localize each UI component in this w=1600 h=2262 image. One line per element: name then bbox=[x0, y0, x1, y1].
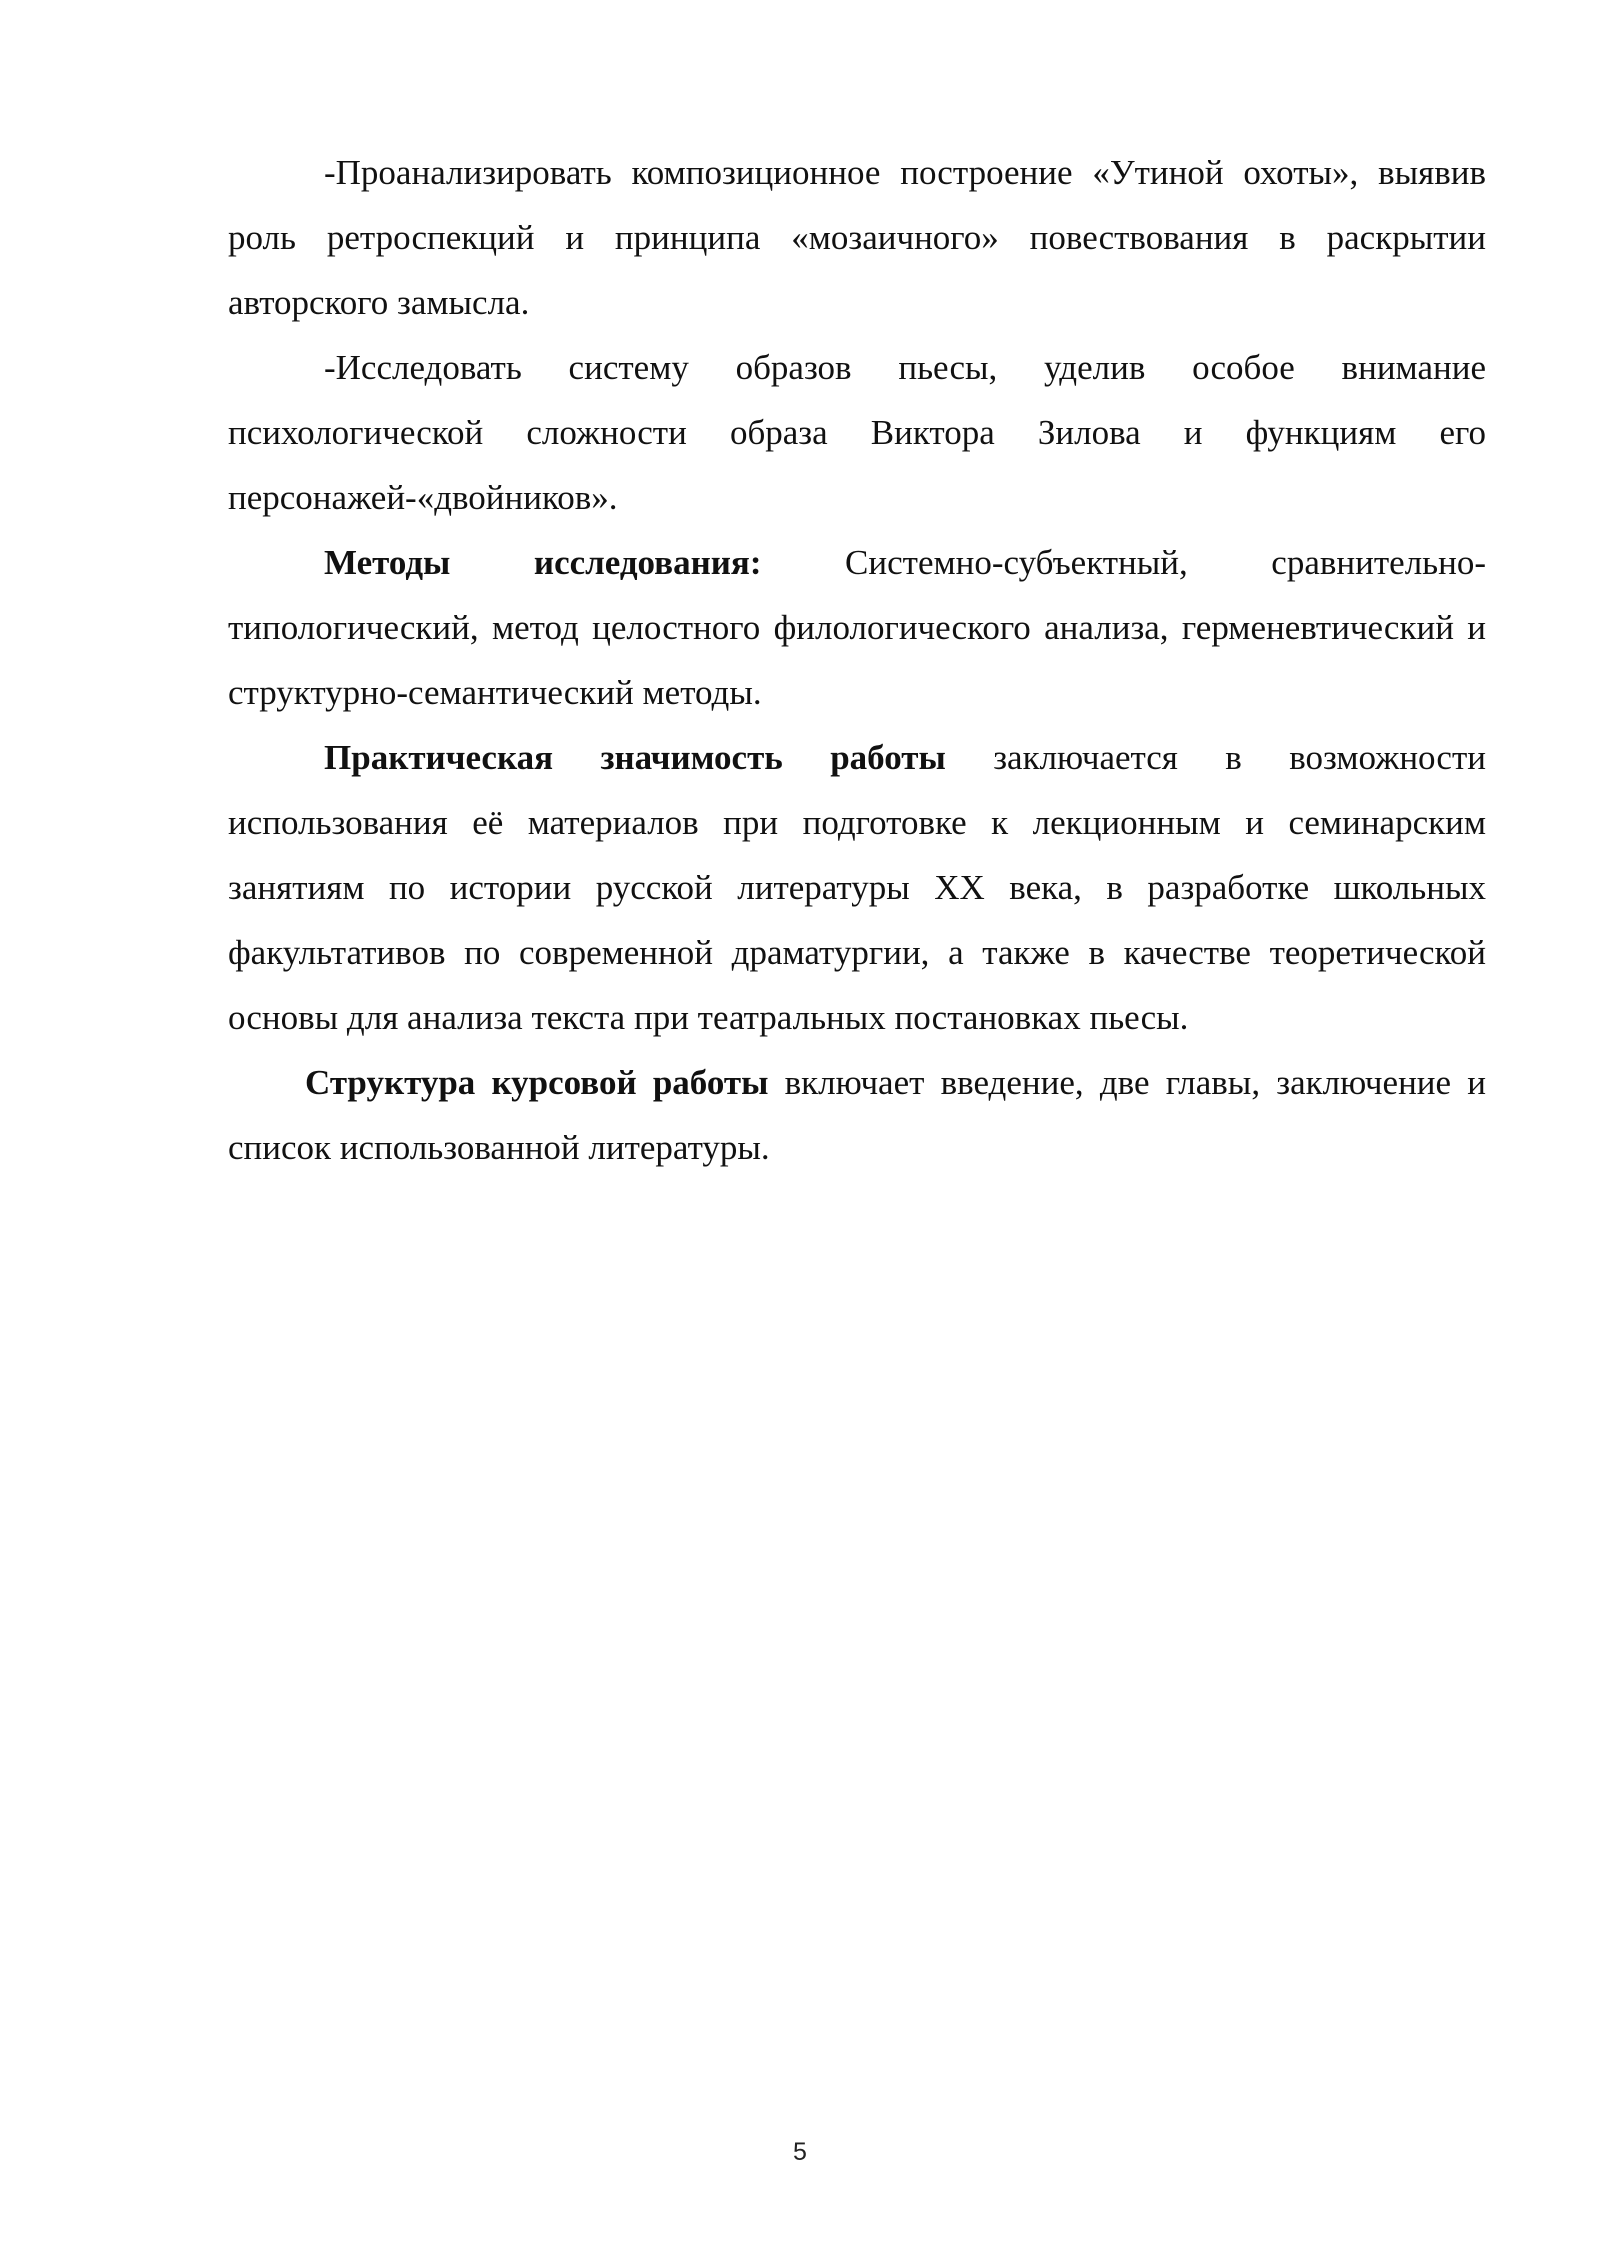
paragraph-methods bbox=[228, 530, 1486, 725]
paragraph-practical-significance bbox=[228, 725, 1486, 1050]
paragraph-heading: Структура курсовой работы bbox=[305, 1063, 769, 1102]
paragraph-task-images bbox=[228, 335, 1486, 530]
paragraph-text: включает введение, две главы, заключение и список использованной литературы. bbox=[228, 1063, 1487, 1167]
paragraph-task-composition bbox=[228, 140, 1486, 335]
paragraph-text: Системно-субъектный, сравнительно-типологический, метод целостного филологического анализа, герменевтический и структурно-семантический методы. bbox=[228, 543, 1487, 712]
paragraph-text: -Проанализировать композиционное построение «Утиной охоты», выявив роль ретроспекций и принципа «мозаичного» повествования в раскрытии авторского замысла. bbox=[228, 153, 1486, 322]
document-page bbox=[228, 140, 1486, 1180]
paragraph-heading: Методы исследования: bbox=[324, 543, 762, 582]
paragraph-structure bbox=[228, 1050, 1486, 1180]
paragraph-heading: Практическая значимость работы bbox=[324, 738, 946, 777]
page-number: 5 bbox=[793, 2138, 807, 2166]
paragraph-text: -Исследовать систему образов пьесы, уделив особое внимание психологической сложности образа Виктора Зилова и функциям его персонажей-«двойников». bbox=[228, 348, 1486, 517]
paragraph-text: заключается в возможности использования её материалов при подготовке к лекционным и семинарским занятиям по истории русской литературы XX века, в разработке школьных факультативов по современной драматургии, а также в качестве теоретической основы для анализа текста при театральных постановках пьесы. bbox=[228, 738, 1486, 1037]
